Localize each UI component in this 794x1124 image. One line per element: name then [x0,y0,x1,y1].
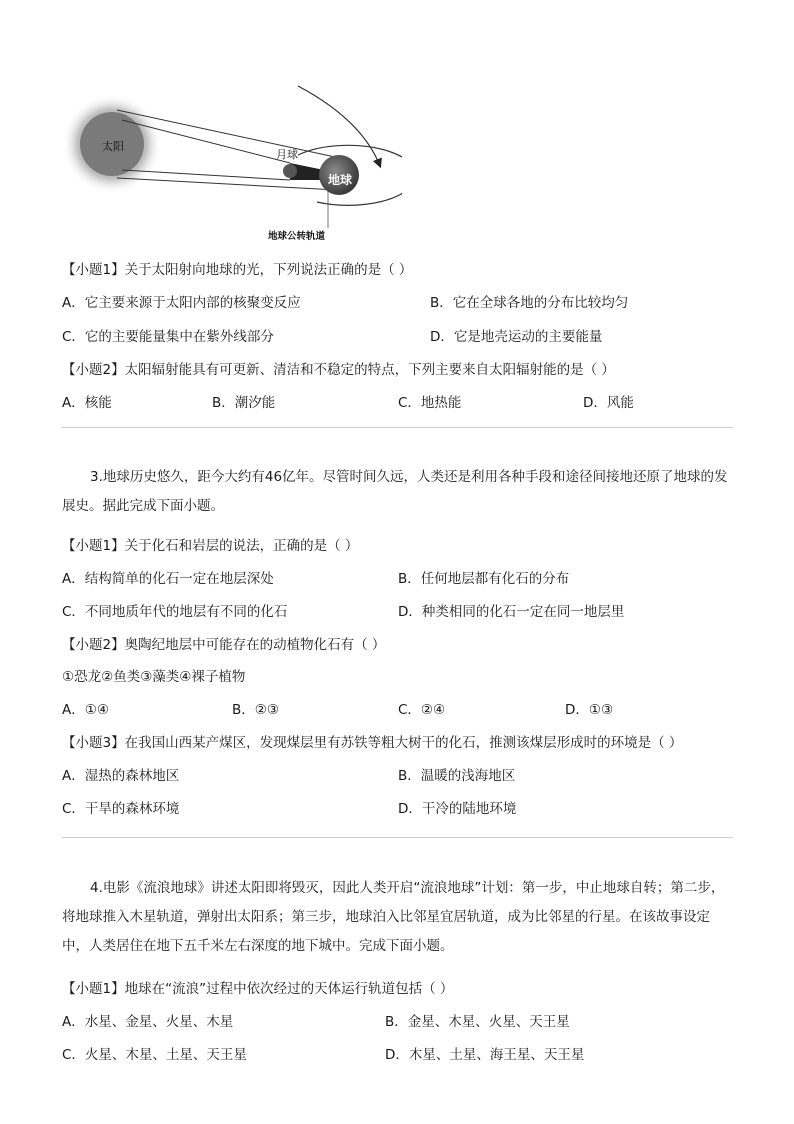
question-2-1-stem: 【小题1】关于太阳射向地球的光，下列说法正确的是（ ） [62,262,413,278]
option-b[interactable]: B．温暖的浅海地区 [398,768,516,784]
option-b[interactable]: B．潮汐能 [212,395,276,411]
option-c[interactable]: C．火星、木星、土星、天王星 [62,1047,247,1063]
option-a[interactable]: A．它主要来源于太阳内部的核聚变反应 [62,295,301,311]
option-d[interactable]: D．风能 [583,395,634,411]
section-4-intro: 4.电影《流浪地球》讲述太阳即将毁灭，因此人类开启“流浪地球”计划：第一步，中止地球自转；第二步，将地球推入木星轨道，弹射出太阳系；第三步，地球泊入比邻星宜居轨道，成为比邻星的行星。在该故事设定中，人类居住在地下五千米左右深度的地下城中。完成下面小题。 [62,880,725,954]
option-a[interactable]: A．结构简单的化石一定在地层深处 [62,571,274,587]
option-d[interactable]: D．种类相同的化石一定在同一地层里 [398,604,625,620]
option-c[interactable]: C．它的主要能量集中在紫外线部分 [62,329,274,345]
option-c[interactable]: C．不同地质年代的地层有不同的化石 [62,604,288,620]
moon-label: 月球 [276,148,298,161]
question-3-3-stem: 【小题3】在我国山西某产煤区，发现煤层里有苏铁等粗大树干的化石，推测该煤层形成时的环境是（ ） [62,735,683,751]
section-3-intro: 3.地球历史悠久，距今大约有46亿年。尽管时间久远，人类还是利用各种手段和途径间接地还原了地球的发展史。据此完成下面小题。 [62,469,728,514]
earth-label: 地球 [328,173,353,187]
option-d[interactable]: D．干冷的陆地环境 [398,801,517,817]
option-c[interactable]: C．地热能 [398,395,462,411]
option-a[interactable]: A．核能 [62,395,112,411]
option-a[interactable]: A．水星、金星、火星、木星 [62,1014,234,1030]
option-b[interactable]: B．任何地层都有化石的分布 [398,571,570,587]
question-3-2-stem: 【小题2】奥陶纪地层中可能存在的动植物化石有（ ） [62,637,386,653]
question-3-2-items: ①恐龙②鱼类③藻类④裸子植物 [62,669,246,685]
question-2-2-stem: 【小题2】太阳辐射能具有可更新、清洁和不稳定的特点，下列主要来自太阳辐射能的是（ ） [62,362,615,378]
section-divider [62,427,733,428]
option-d[interactable]: D．它是地壳运动的主要能量 [430,329,603,345]
option-b[interactable]: B．金星、木星、火星、天王星 [385,1014,570,1030]
option-d[interactable]: D．①③ [565,702,614,718]
option-c[interactable]: C．干旱的森林环境 [62,801,180,817]
moon [283,164,297,178]
question-3-1-stem: 【小题1】关于化石和岩层的说法，正确的是（ ） [62,538,359,554]
option-b[interactable]: B．②③ [232,702,279,718]
orbit-label: 地球公转轨道 [268,231,326,242]
question-4-1-stem: 【小题1】地球在“流浪”过程中依次经过的天体运行轨道包括（ ） [62,981,454,997]
option-a[interactable]: A．①④ [62,702,109,718]
option-a[interactable]: A．湿热的森林地区 [62,768,180,784]
option-c[interactable]: C．②④ [398,702,446,718]
sun-label: 太阳 [102,140,124,153]
section-divider [62,837,733,838]
option-d[interactable]: D．木星、土星、海王星、天王星 [385,1047,585,1063]
option-b[interactable]: B．它在全球各地的分布比较均匀 [430,295,629,311]
sun-moon-earth-diagram [62,80,402,250]
